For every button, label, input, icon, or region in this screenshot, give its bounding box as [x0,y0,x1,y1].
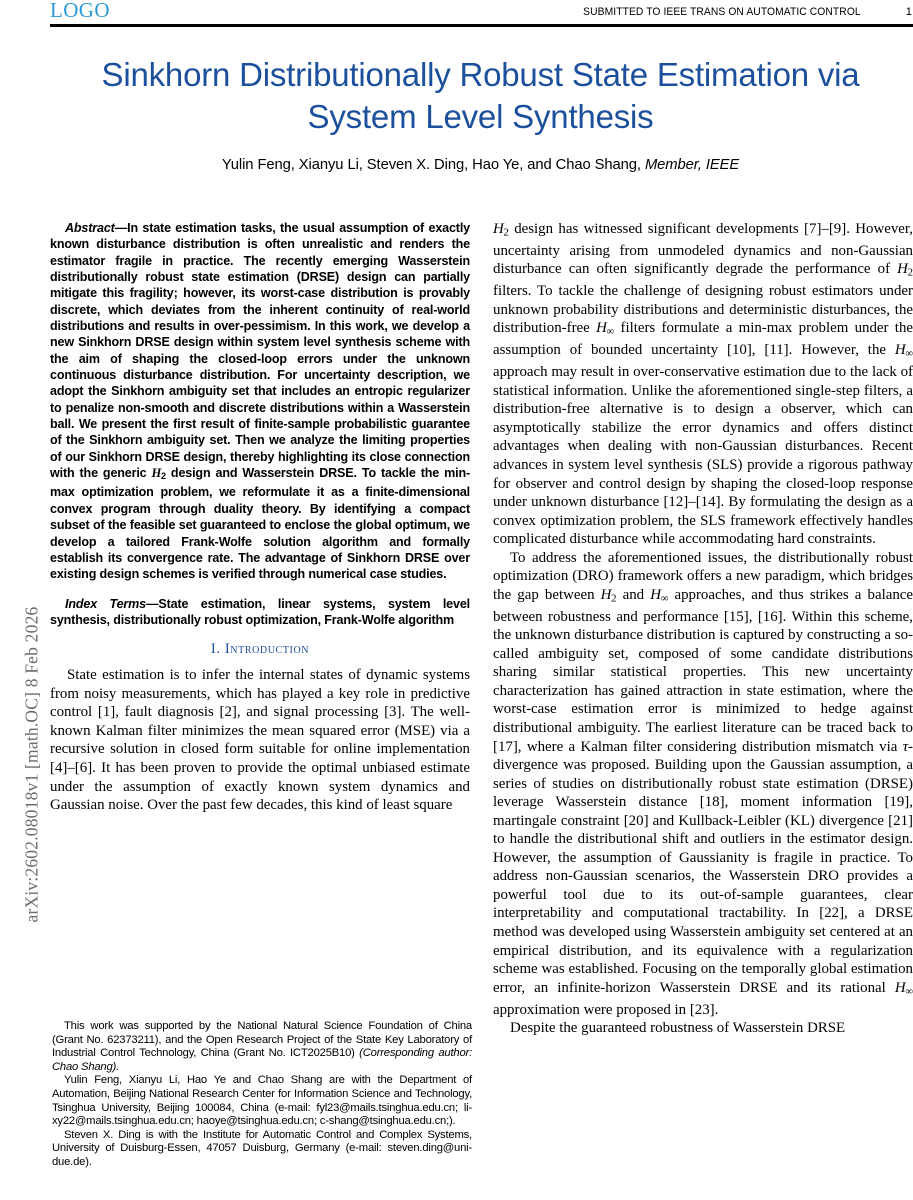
abstract-paragraph [50,220,470,583]
paper-page [48,0,913,1200]
math-subscript-2-3: 2 [907,266,913,279]
intro-paragraph-1: State estimation is to infer the internal states of dynamic systems from noisy measurements, which has played a key role in predictive control [1], fault diagnosis [2], and signal processing [3]. The well-known Kalman filter minimizes the mean squared error (MSE) via a recursive solution in closed form suitable for online implementation [4]–[6]. It has been proven to provide the optimal unbiased estimate under the assumption of exactly known system dynamics and Gaussian noise. Over the past few decades, this kind of least square [50,667,470,814]
right-par1-text-b: filters. To tackle the challenge of designing robust estimators under unknown probability distributions and deterministic disturbances, the distribution-free [493,283,913,337]
math-script-h-6: H [600,586,612,603]
right-paragraph-3: Despite the guaranteed robustness of Wasserstein DRSE [510,1020,846,1037]
math-script-h-4: H [596,320,607,337]
math-script-h-5: H [894,342,906,359]
index-terms-paragraph [50,596,470,629]
right-par2-text-c: approaches, and thus strikes a balance between robustness and performance [15], [16]. Within this scheme, the unknown disturbance distribution is captured by constructing a so-called ambiguity set, composed of some candidate distributions sharing similar statistical properties. This new uncertainty characterization has gained attraction in state estimation, where the worst-case estimation error is minimized to hedge against distributional ambiguity. The earliest literature can be traced back to [17], where a Kalman filter considering distribution mismatch via [493,586,913,755]
math-subscript-2-4: 2 [611,592,617,605]
right-paragraph-1 [493,220,913,549]
math-script-h-7: H [650,586,661,603]
page-title: Sinkhorn Distributionally Robust State Estimation via System Level Synthesis [101,56,860,135]
footnote-block [52,1020,472,1170]
header-divider [50,24,913,27]
right-par2-text-d: -divergence was proposed. Building upon the Gaussian assumption, a series of studies on distributionally robust state estimation (DRSE) leverage Wasserstein distance [18], moment information [19], martingale constraint [20] and Kullback-Leibler (KL) divergence [21] to handle the distributional shift and outliers in the estimator design. However, the assumption of Gaussianity is fragile in practice. To address non-Gaussian scenarios, the Wasserstein DRO provides a powerful tool due to its out-of-sample guarantees, clear interpretability and computational tractability. In [22], a DRSE method was developed using Wasserstein ambiguity set centered at an empirical distribution, and its equivalence with a regularization scheme was established. Focusing on the temporally global estimation error, an infinite-horizon Wasserstein DRSE and its rational [493,738,913,996]
title-block [48,54,913,173]
abstract-text-part1: In state estimation tasks, the usual assumption of exactly known disturbance distribution is often unrealistic and renders the estimator fragile in practice. The recently emerging Wasserstein distributionally robust state estimation (DRSE) design can partially mitigate this fragility; however, its worst-case distribution is provably discrete, which deviates from the inherent continuity of real-world distributions and results in over-pessimism. In this work, we develop a new Sinkhorn DRSE design within system level synthesis scheme with the aim of shaping the closed-loop errors under the unknown continuous disturbance distribution. For uncertainty description, we adopt the Sinkhorn ambiguity set that includes an entropic regularizer to penalize non-smooth and discrete distributions within a Wasserstein ball. We present the first result of finite-sample probabilistic guarantee of the Sinkhorn ambiguity set. Then we analyze the limiting properties of our Sinkhorn DRSE design, thereby highlighting its close connection with the generic [50,221,470,481]
abstract-text-part2: design and Wasserstein DRSE. To tackle the min-max optimization problem, we reformulate it as a finite-dimensional convex program through duality theory. By identifying a compact subset of the feasible set guaranteed to enclose the global optimum, we develop a tailored Frank-Wolfe solution algorithm and formally establish its convergence rate. The advantage of Sinkhorn DRSE over existing design schemes is verified through numerical case studies. [50,466,470,582]
math-tau: τ [902,738,909,755]
author-names: Yulin Feng, Xianyu Li, Steven X. Ding, Hao Ye, and Chao Shang, [221,157,645,173]
math-subscript-inf-1: ∞ [606,325,615,338]
author-membership: Member, IEEE [644,157,740,173]
math-script-h-3: H [897,261,908,278]
footnote-funding [52,1020,472,1074]
math-script-h-8: H [894,979,906,996]
math-subscript-inf-2: ∞ [905,347,913,360]
footnote-affiliation-tsinghua: Yulin Feng, Xianyu Li, Hao Ye and Chao Shang are with the Department of Automation, Beijing National Research Center for Information Science and Technology, Tsinghua University, Beijing 100084, China (e-mail: fyl23@mails.tsinghua.edu.cn; li-xy22@mails.tsinghua.edu.cn; haoye@tsinghua.edu.cn; c-shang@tsinghua.edu.cn;). [52,1074,472,1128]
footnote-affiliation-duisburg: Steven X. Ding is with the Institute for Automatic Control and Complex Systems, University of Duisburg-Essen, 47057 Duisburg, Germany (e-mail: steven.ding@uni-due.de). [52,1128,472,1168]
section-heading-introduction: I. Introduction [210,641,310,658]
math-subscript-2-1: 2 [161,471,166,482]
index-terms-label: Index Terms— [65,596,159,611]
right-par2-text-b: and [616,586,651,603]
left-column [50,220,470,1200]
math-subscript-2-2: 2 [503,226,509,239]
footnote-corresponding-author: (Corresponding author: Chao Shang). [52,1047,472,1073]
author-line [48,157,913,173]
math-script-h-2: H [493,221,504,237]
two-column-body [48,220,913,1200]
math-subscript-inf-4: ∞ [905,985,913,998]
running-head-title: SUBMITTED TO IEEE TRANS ON AUTOMATIC CONTROL [583,6,861,18]
right-par1-text-a: design has witnessed significant developments [7]–[9]. However, uncertainty arising from unmodeled dynamics and non-Gaussian disturbance can often significantly degrade the performance of [493,221,913,278]
math-subscript-inf-3: ∞ [660,592,669,605]
running-head [48,0,913,30]
math-script-h-1: H [151,466,162,481]
arxiv-stamp: arXiv:2602.08018v1 [math.OC] 8 Feb 2026 [21,606,42,923]
right-paragraph-2 [493,549,913,1019]
right-par2-text-e: approximation were proposed in [23]. [493,1001,719,1018]
right-par1-text-c: filters formulate a min-max problem under the assumption of bounded uncertainty [10], [11]. However, the [493,320,913,359]
right-par2-text-a: To address the aforementioned issues, the distributionally robust optimization (DRO) framework offers a new paradigm, which bridges the gap between [493,549,913,603]
abstract-label: Abstract— [65,221,128,235]
right-par1-text-d: approach may result in over-conservative estimation due to the lack of statistical information. Unlike the aforementioned single-step filters, a distribution-free alternative is to design a observer, which can asymptotically stabilize the error dynamics and offers distinct advantages when dealing with non-Gaussian disturbances. Recent advances in system level synthesis (SLS) provide a rigorous pathway for observer and control design by shaping the closed-loop response under unknown disturbance [12]–[14]. By formulating the design as a convex optimization problem, the SLS framework effectively handles complicated disturbance while accommodating hard constraints. [493,364,913,548]
index-terms-text: State estimation, linear systems, system level synthesis, distributionally robust optimization, Frank-Wolfe algorithm [50,596,471,627]
page-number: 1 [905,6,912,18]
journal-logo: LOGO [50,0,110,22]
footnote-funding-text: This work was supported by the National Natural Science Foundation of China (Grant No. 62373211), and the Open Research Project of the State Key Laboratory of Industrial Control Technology, China (Grant No. ICT2025B10) [52,1020,472,1060]
right-column [493,220,913,1200]
